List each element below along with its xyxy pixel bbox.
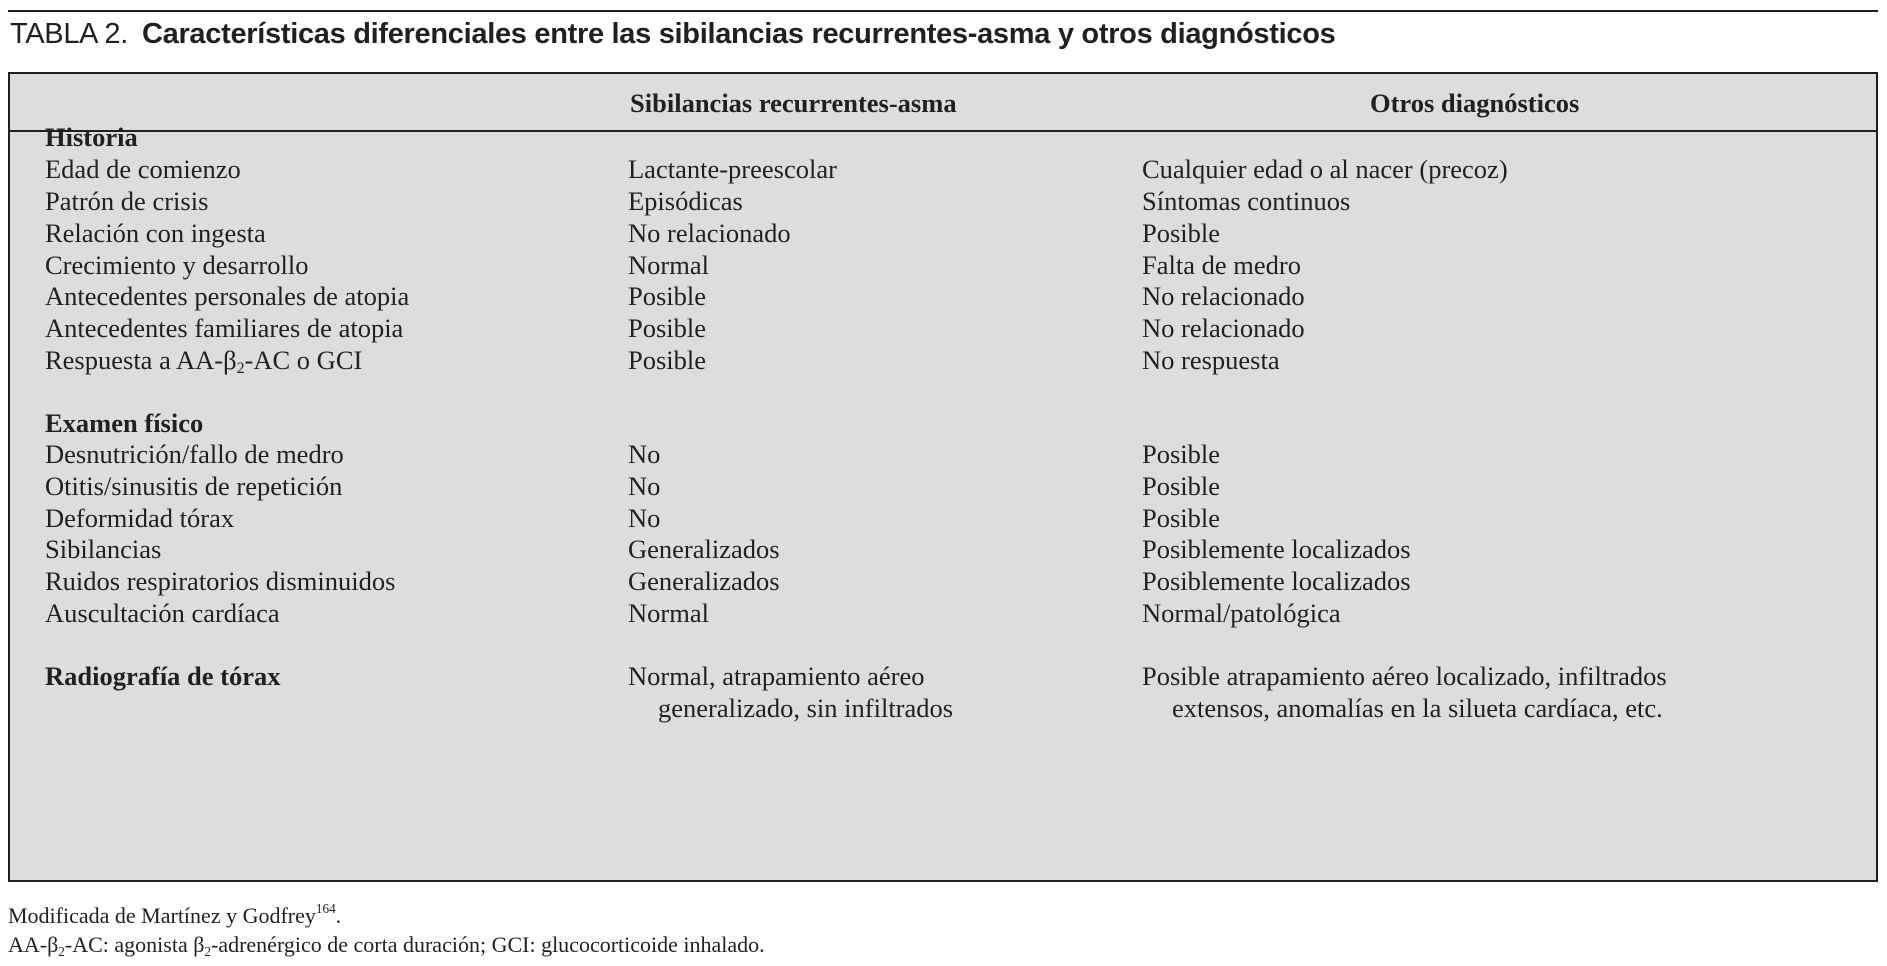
radiografia-asma-line1: Normal, atrapamiento aéreo xyxy=(628,661,925,691)
row-value-otros: No relacionado xyxy=(1142,281,1305,311)
row-value-asma: No xyxy=(628,471,661,501)
row-value-otros: Posible xyxy=(1142,439,1221,469)
row-label: Crecimiento y desarrollo xyxy=(45,250,309,280)
row-label: Patrón de crisis xyxy=(45,186,209,216)
footnote-abbreviations: $AA-\beta_2-AC$: agonista $\beta_2$-adrenérgico de corta duración; GCI: glucocorticoide inhalado. xyxy=(8,932,765,959)
row-label: Antecedentes personales de atopia xyxy=(45,281,410,311)
row-label: Respuesta a $AA-\beta_2-AC$ o GCI xyxy=(45,345,363,377)
radiografia-otros-line2: extensos, anomalías en la silueta cardíaca, etc. xyxy=(1172,693,1663,723)
row-value-asma: Normal xyxy=(628,250,709,280)
section-title-radiografia: Radiografía de tórax xyxy=(45,661,281,691)
row-value-otros: Normal/patológica xyxy=(1142,598,1341,628)
row-label: Auscultación cardíaca xyxy=(45,598,280,628)
row-label: Desnutrición/fallo de medro xyxy=(45,439,344,469)
row-value-asma: Posible xyxy=(628,281,707,311)
row-value-otros: Posiblemente localizados xyxy=(1142,566,1411,596)
header-divider xyxy=(10,130,1876,132)
row-value-otros: No relacionado xyxy=(1142,313,1305,343)
row-value-otros: Cualquier edad o al nacer (precoz) xyxy=(1142,154,1508,184)
row-label: Otitis/sinusitis de repetición xyxy=(45,471,343,501)
header-col-asma: Sibilancias recurrentes-asma xyxy=(630,88,957,118)
row-value-otros: No respuesta xyxy=(1142,345,1280,375)
row-label: Relación con ingesta xyxy=(45,218,266,248)
row-label: Sibilancias xyxy=(45,534,162,564)
table-footnotes xyxy=(8,894,765,966)
row-label: Ruidos respiratorios disminuidos xyxy=(45,566,396,596)
section-title-historia: Historia xyxy=(45,122,138,152)
row-value-otros: Posible xyxy=(1142,218,1221,248)
data-table xyxy=(8,72,1878,882)
row-label: Antecedentes familiares de atopia xyxy=(45,313,404,343)
row-value-asma: No relacionado xyxy=(628,218,791,248)
row-value-otros: Posible xyxy=(1142,471,1221,501)
row-value-asma: Posible xyxy=(628,313,707,343)
row-value-asma: No xyxy=(628,503,661,533)
row-label: Deformidad tórax xyxy=(45,503,235,533)
row-label: Edad de comienzo xyxy=(45,154,241,184)
row-value-asma: Normal xyxy=(628,598,709,628)
row-value-asma: Posible xyxy=(628,345,707,375)
footnote-source: Modificada de Martínez y Godfrey$^{164}$. xyxy=(8,901,342,928)
radiografia-asma-line2: generalizado, sin infiltrados xyxy=(658,693,954,723)
row-value-asma: Lactante-preescolar xyxy=(628,154,837,184)
row-value-asma: Episódicas xyxy=(628,186,743,216)
table-caption: Características diferenciales entre las sibilancias recurrentes-asma y otros diagnósticos xyxy=(141,18,1336,50)
table-number: TABLA 2. xyxy=(10,18,128,50)
top-rule xyxy=(8,10,1878,12)
row-value-otros: Falta de medro xyxy=(1142,250,1301,280)
row-value-asma: Generalizados xyxy=(628,566,780,596)
radiografia-otros-line1: Posible atrapamiento aéreo localizado, infiltrados xyxy=(1142,661,1667,691)
row-value-asma: Generalizados xyxy=(628,534,780,564)
row-value-otros: Síntomas continuos xyxy=(1142,186,1351,216)
table-title xyxy=(10,18,1335,51)
section-title-examen: Examen físico xyxy=(45,408,204,438)
header-col-otros: Otros diagnósticos xyxy=(1370,88,1580,118)
row-value-otros: Posiblemente localizados xyxy=(1142,534,1411,564)
row-value-asma: No xyxy=(628,439,661,469)
row-value-otros: Posible xyxy=(1142,503,1221,533)
